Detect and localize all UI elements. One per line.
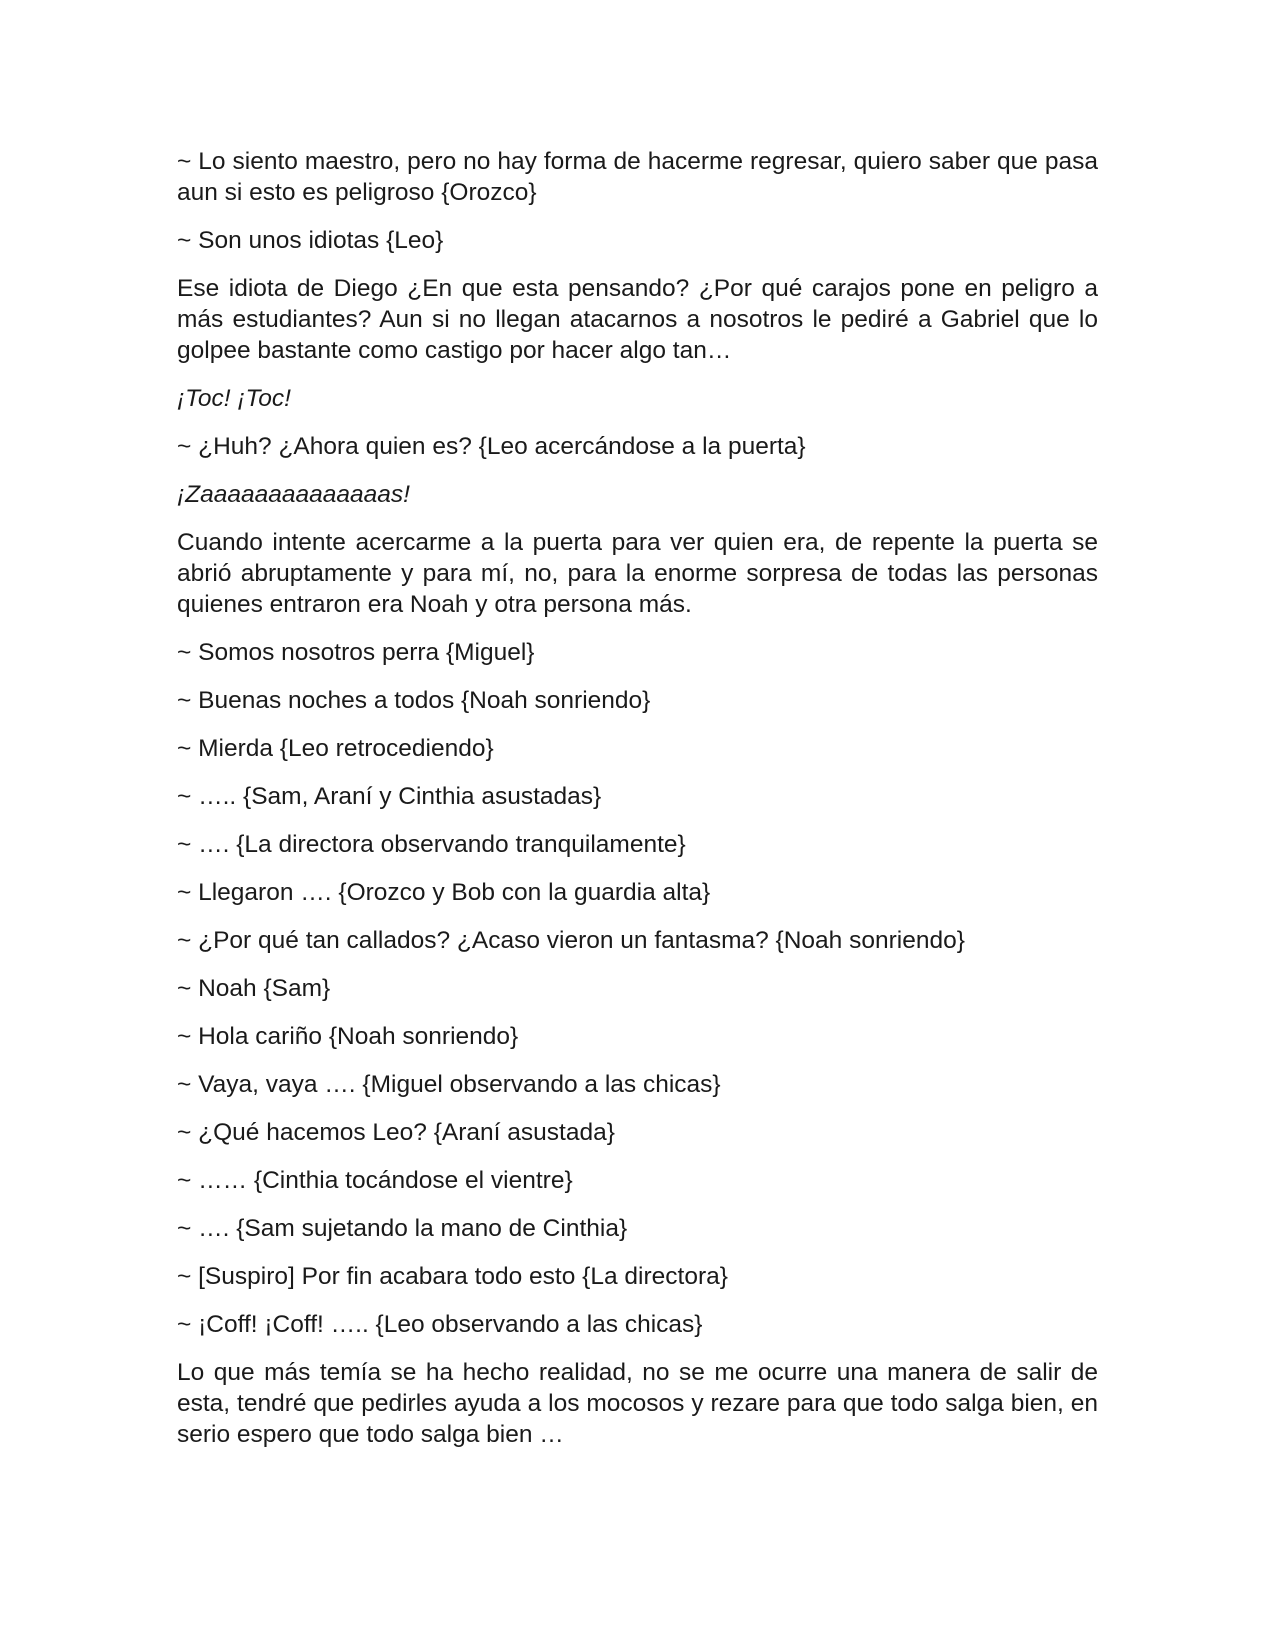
- paragraph: ~ …. {La directora observando tranquilamente}: [177, 831, 686, 858]
- sound-effect: ¡Zaaaaaaaaaaaaaas!: [177, 481, 410, 508]
- paragraph: ~ ¿Qué hacemos Leo? {Araní asustada}: [177, 1119, 615, 1146]
- paragraph: Cuando intente acercarme a la puerta para ver quien era, de repente la puerta se abrió abruptamente y para mí, no, para la enorme sorpresa de todas las personas quienes entraron era Noah y otra persona más.: [177, 529, 1098, 618]
- paragraph: ~ Hola cariño {Noah sonriendo}: [177, 1023, 519, 1050]
- paragraph: Lo que más temía se ha hecho realidad, no se me ocurre una manera de salir de esta, tendré que pedirles ayuda a los mocosos y rezare para que todo salga bien, en serio espero que todo salga bien …: [177, 1359, 1098, 1448]
- paragraph: ~ Llegaron …. {Orozco y Bob con la guardia alta}: [177, 879, 711, 906]
- paragraph: ~ Noah {Sam}: [177, 975, 331, 1002]
- paragraph: ~ …. {Sam sujetando la mano de Cinthia}: [177, 1215, 628, 1242]
- paragraph: ~ Vaya, vaya …. {Miguel observando a las chicas}: [177, 1071, 721, 1098]
- sound-effect: ¡Toc! ¡Toc!: [177, 385, 291, 412]
- paragraph: ~ Lo siento maestro, pero no hay forma de hacerme regresar, quiero saber que pasa aun si esto es peligroso {Orozco}: [177, 148, 1098, 206]
- paragraph: Ese idiota de Diego ¿En que esta pensando? ¿Por qué carajos pone en peligro a más estudiantes? Aun si no llegan atacarnos a nosotros le pediré a Gabriel que lo golpee bastante como castigo por hacer algo tan…: [177, 275, 1098, 364]
- document-body: [177, 146, 1098, 1467]
- paragraph: ~ ….. {Sam, Araní y Cinthia asustadas}: [177, 783, 602, 810]
- paragraph: ~ Son unos idiotas {Leo}: [177, 227, 444, 254]
- paragraph: ~ ¡Coff! ¡Coff! ….. {Leo observando a las chicas}: [177, 1311, 703, 1338]
- paragraph: ~ ¿Huh? ¿Ahora quien es? {Leo acercándose a la puerta}: [177, 433, 806, 460]
- paragraph: ~ [Suspiro] Por fin acabara todo esto {La directora}: [177, 1263, 728, 1290]
- paragraph: ~ Mierda {Leo retrocediendo}: [177, 735, 494, 762]
- paragraph: ~ ¿Por qué tan callados? ¿Acaso vieron un fantasma? {Noah sonriendo}: [177, 927, 965, 954]
- paragraph: ~ Buenas noches a todos {Noah sonriendo}: [177, 687, 651, 714]
- paragraph: ~ …… {Cinthia tocándose el vientre}: [177, 1167, 573, 1194]
- paragraph: ~ Somos nosotros perra {Miguel}: [177, 639, 535, 666]
